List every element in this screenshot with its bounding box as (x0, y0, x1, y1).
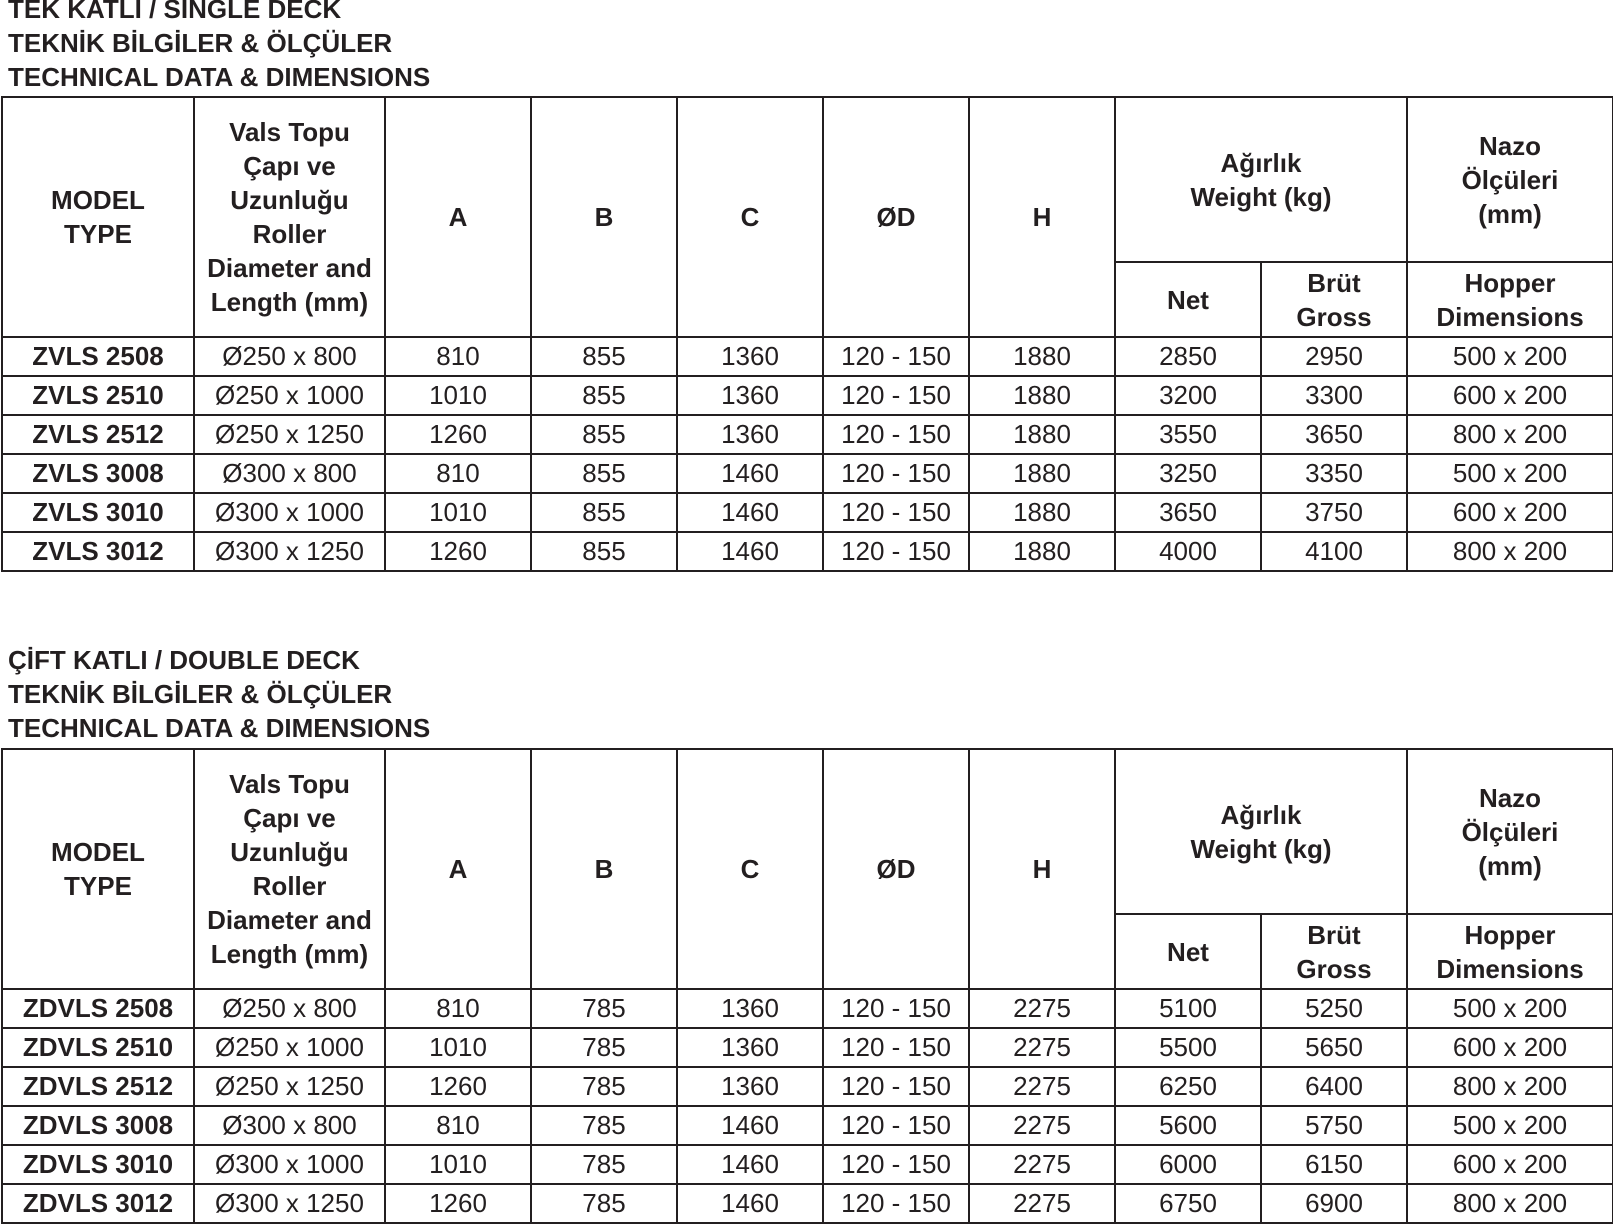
table-cell: Ø300 x 1250 (194, 1184, 385, 1223)
table-cell: 5750 (1261, 1106, 1407, 1145)
table-cell: Ø250 x 1250 (194, 1067, 385, 1106)
header-d: ØD (823, 749, 969, 989)
table-cell: 600 x 200 (1407, 376, 1613, 415)
table-cell: 1360 (677, 1028, 823, 1067)
table-cell: 1010 (385, 493, 531, 532)
table-cell: 1880 (969, 415, 1115, 454)
table-cell: 1010 (385, 376, 531, 415)
table-cell: 120 - 150 (823, 415, 969, 454)
header-d: ØD (823, 97, 969, 337)
table-cell: 3550 (1115, 415, 1261, 454)
table-cell: 6750 (1115, 1184, 1261, 1223)
table-cell: 5100 (1115, 989, 1261, 1028)
table-cell: 2275 (969, 1106, 1115, 1145)
table-row (2, 532, 1613, 571)
header-weight: Ağırlık Weight (kg) (1115, 97, 1407, 262)
table-cell: 6400 (1261, 1067, 1407, 1106)
table-cell: 4100 (1261, 532, 1407, 571)
table-cell: 1360 (677, 1067, 823, 1106)
model-cell: ZVLS 2508 (2, 337, 194, 376)
table-cell: 120 - 150 (823, 1028, 969, 1067)
table-cell: 500 x 200 (1407, 989, 1613, 1028)
table-cell: 1460 (677, 1184, 823, 1223)
table-cell: 1880 (969, 337, 1115, 376)
section-title: ÇİFT KATLI / DOUBLE DECK (8, 645, 360, 675)
section-subtitle-tr: TEKNİK BİLGİLER & ÖLÇÜLER (8, 28, 393, 58)
section-titles (8, 643, 1613, 748)
table-row (2, 989, 1613, 1028)
header-hopper: Nazo Ölçüleri (mm) (1407, 749, 1613, 914)
header-hopper-dimensions: Hopper Dimensions (1407, 914, 1613, 989)
model-cell: ZDVLS 2510 (2, 1028, 194, 1067)
table-cell: 4000 (1115, 532, 1261, 571)
header-b: B (531, 97, 677, 337)
header-model: MODEL TYPE (2, 97, 194, 337)
table-cell: 120 - 150 (823, 1106, 969, 1145)
table-cell: 6000 (1115, 1145, 1261, 1184)
table-cell: 800 x 200 (1407, 1184, 1613, 1223)
header-h: H (969, 749, 1115, 989)
header-a: A (385, 97, 531, 337)
table-cell: 120 - 150 (823, 376, 969, 415)
table-cell: Ø250 x 800 (194, 337, 385, 376)
table-cell: Ø300 x 800 (194, 454, 385, 493)
table-cell: 1260 (385, 532, 531, 571)
table-cell: 855 (531, 376, 677, 415)
table-cell: 3650 (1261, 415, 1407, 454)
table-cell: 120 - 150 (823, 532, 969, 571)
table-cell: 120 - 150 (823, 989, 969, 1028)
table-cell: 785 (531, 1184, 677, 1223)
table-cell: 1360 (677, 376, 823, 415)
double-deck-section (0, 643, 1613, 1224)
table-cell: 785 (531, 1067, 677, 1106)
table-cell: Ø250 x 1000 (194, 1028, 385, 1067)
model-cell: ZDVLS 2508 (2, 989, 194, 1028)
table-cell: 5600 (1115, 1106, 1261, 1145)
table-cell: 6900 (1261, 1184, 1407, 1223)
header-roller: Vals Topu Çapı ve Uzunluğu Roller Diameter and Length (mm) (194, 749, 385, 989)
table-cell: 500 x 200 (1407, 337, 1613, 376)
table-cell: 1360 (677, 337, 823, 376)
table-cell: 1010 (385, 1028, 531, 1067)
table-cell: 1460 (677, 454, 823, 493)
table-cell: 810 (385, 989, 531, 1028)
table-row (2, 415, 1613, 454)
table-cell: 2275 (969, 1028, 1115, 1067)
table-cell: 3250 (1115, 454, 1261, 493)
table-cell: 3200 (1115, 376, 1261, 415)
table-cell: 1010 (385, 1145, 531, 1184)
model-cell: ZVLS 2512 (2, 415, 194, 454)
model-cell: ZVLS 3008 (2, 454, 194, 493)
header-hopper-dimensions: Hopper Dimensions (1407, 262, 1613, 337)
table-cell: 785 (531, 1145, 677, 1184)
table-cell: Ø250 x 800 (194, 989, 385, 1028)
header-h: H (969, 97, 1115, 337)
table-cell: 2275 (969, 989, 1115, 1028)
table-row (2, 1106, 1613, 1145)
table-cell: 800 x 200 (1407, 415, 1613, 454)
table-cell: 5250 (1261, 989, 1407, 1028)
table-cell: 120 - 150 (823, 493, 969, 532)
single-deck-table (1, 96, 1613, 572)
header-c: C (677, 749, 823, 989)
table-cell: 810 (385, 454, 531, 493)
header-roller: Vals Topu Çapı ve Uzunluğu Roller Diameter and Length (mm) (194, 97, 385, 337)
table-cell: 785 (531, 989, 677, 1028)
table-cell: 3350 (1261, 454, 1407, 493)
header-gross: Brüt Gross (1261, 914, 1407, 989)
table-cell: 785 (531, 1106, 677, 1145)
table-cell: 500 x 200 (1407, 1106, 1613, 1145)
table-cell: 120 - 150 (823, 337, 969, 376)
table-cell: Ø300 x 800 (194, 1106, 385, 1145)
table-cell: 600 x 200 (1407, 1028, 1613, 1067)
table-row (2, 1028, 1613, 1067)
model-cell: ZDVLS 3008 (2, 1106, 194, 1145)
table-cell: 3650 (1115, 493, 1261, 532)
model-cell: ZDVLS 2512 (2, 1067, 194, 1106)
table-cell: 120 - 150 (823, 454, 969, 493)
table-cell: 2850 (1115, 337, 1261, 376)
table-cell: 855 (531, 415, 677, 454)
table-cell: 1360 (677, 989, 823, 1028)
table-cell: 810 (385, 1106, 531, 1145)
header-model: MODEL TYPE (2, 749, 194, 989)
table-cell: 120 - 150 (823, 1145, 969, 1184)
header-c: C (677, 97, 823, 337)
table-cell: 1460 (677, 493, 823, 532)
table-cell: 1880 (969, 376, 1115, 415)
table-row (2, 454, 1613, 493)
model-cell: ZDVLS 3012 (2, 1184, 194, 1223)
table-cell: 855 (531, 532, 677, 571)
table-cell: 2275 (969, 1184, 1115, 1223)
header-b: B (531, 749, 677, 989)
table-cell: 600 x 200 (1407, 1145, 1613, 1184)
section-titles (8, 0, 1613, 96)
header-net: Net (1115, 914, 1261, 989)
section-subtitle-en: TECHNICAL DATA & DIMENSIONS (8, 62, 431, 92)
table-cell: 6250 (1115, 1067, 1261, 1106)
table-cell: 3300 (1261, 376, 1407, 415)
table-cell: 2275 (969, 1067, 1115, 1106)
table-cell: 5500 (1115, 1028, 1261, 1067)
table-cell: 1880 (969, 454, 1115, 493)
table-cell: 1460 (677, 1106, 823, 1145)
table-cell: 1460 (677, 1145, 823, 1184)
table-cell: Ø250 x 1000 (194, 376, 385, 415)
table-cell: 800 x 200 (1407, 532, 1613, 571)
table-cell: 120 - 150 (823, 1067, 969, 1106)
table-row (2, 1145, 1613, 1184)
table-cell: 1880 (969, 493, 1115, 532)
table-row (2, 1184, 1613, 1223)
table-cell: 1260 (385, 1067, 531, 1106)
section-subtitle-tr: TEKNİK BİLGİLER & ÖLÇÜLER (8, 679, 393, 709)
header-net: Net (1115, 262, 1261, 337)
model-cell: ZVLS 2510 (2, 376, 194, 415)
section-title: TEK KATLI / SINGLE DECK (8, 0, 342, 24)
table-cell: 120 - 150 (823, 1184, 969, 1223)
table-cell: 1460 (677, 532, 823, 571)
model-cell: ZVLS 3012 (2, 532, 194, 571)
table-cell: 1880 (969, 532, 1115, 571)
table-cell: 1360 (677, 415, 823, 454)
table-cell: 1260 (385, 1184, 531, 1223)
table-cell: 500 x 200 (1407, 454, 1613, 493)
table-cell: 1260 (385, 415, 531, 454)
table-cell: Ø300 x 1000 (194, 1145, 385, 1184)
header-gross: Brüt Gross (1261, 262, 1407, 337)
table-cell: 6150 (1261, 1145, 1407, 1184)
table-cell: 810 (385, 337, 531, 376)
model-cell: ZDVLS 3010 (2, 1145, 194, 1184)
model-cell: ZVLS 3010 (2, 493, 194, 532)
table-row (2, 1067, 1613, 1106)
section-subtitle-en: TECHNICAL DATA & DIMENSIONS (8, 713, 431, 743)
table-cell: 785 (531, 1028, 677, 1067)
table-cell: Ø300 x 1000 (194, 493, 385, 532)
table-cell: 2275 (969, 1145, 1115, 1184)
table-cell: 855 (531, 454, 677, 493)
table-row (2, 337, 1613, 376)
table-cell: 855 (531, 337, 677, 376)
single-deck-section (0, 0, 1613, 572)
table-cell: 2950 (1261, 337, 1407, 376)
table-row (2, 493, 1613, 532)
table-row (2, 376, 1613, 415)
table-cell: 5650 (1261, 1028, 1407, 1067)
table-cell: 600 x 200 (1407, 493, 1613, 532)
table-cell: 3750 (1261, 493, 1407, 532)
double-deck-table (1, 748, 1613, 1224)
table-cell: 855 (531, 493, 677, 532)
table-cell: Ø300 x 1250 (194, 532, 385, 571)
header-weight: Ağırlık Weight (kg) (1115, 749, 1407, 914)
table-cell: 800 x 200 (1407, 1067, 1613, 1106)
table-cell: Ø250 x 1250 (194, 415, 385, 454)
header-a: A (385, 749, 531, 989)
header-hopper: Nazo Ölçüleri (mm) (1407, 97, 1613, 262)
